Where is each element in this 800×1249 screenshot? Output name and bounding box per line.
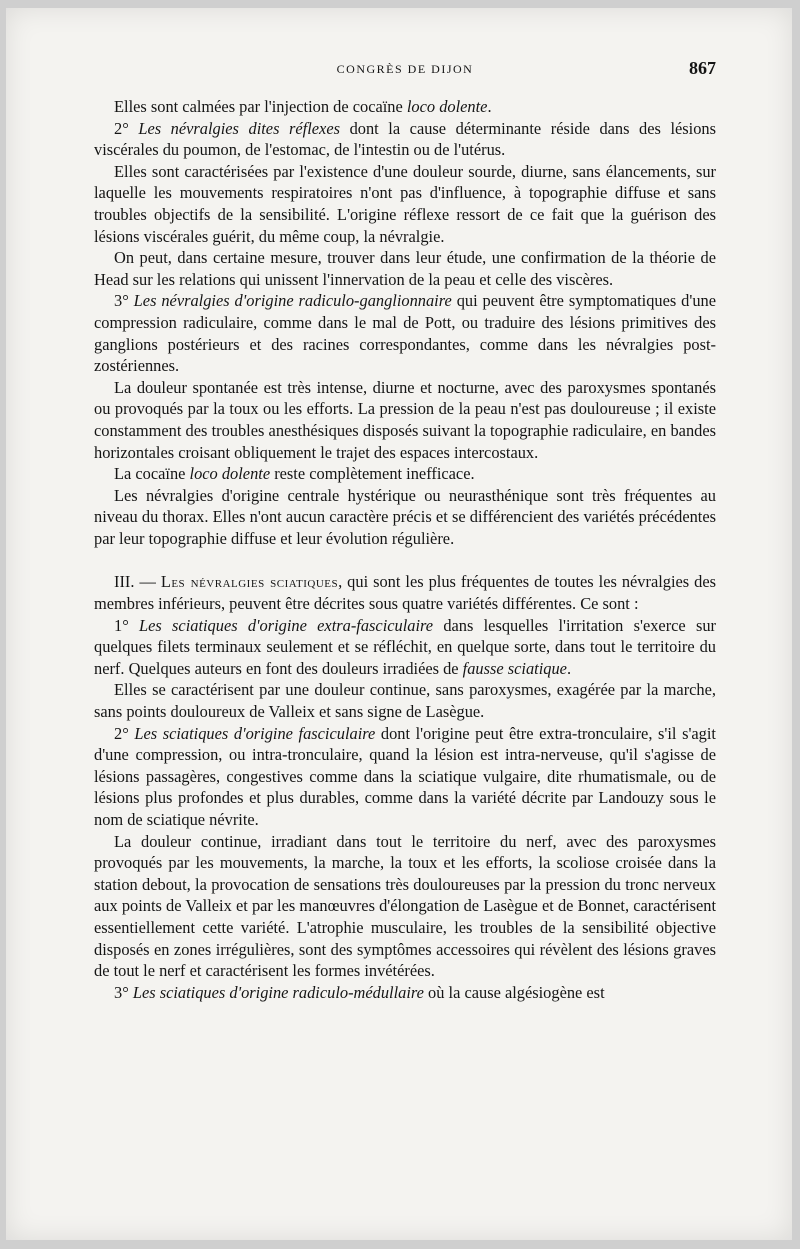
running-title: CONGRÈS DE DIJON bbox=[336, 62, 474, 76]
paragraph: 2° Les névralgies dites réflexes dont la cause déterminante réside dans des lésions viscérales du poumon, de l'estomac, de l'intestin ou de l'utérus. bbox=[94, 118, 717, 160]
paragraph: 1° Les sciatiques d'origine extra-fasciculaire dans lesquelles l'irritation s'exerce sur quelques filets terminaux seulement et se réfléchit, en quelque sorte, dans tout le territoire du nerf. Quelques auteurs en font des douleurs irradiées de fausse sciatique. bbox=[94, 615, 716, 678]
paragraph: 2° Les sciatiques d'origine fasciculaire dont l'origine peut être extra-tronculaire, s'il s'agit d'une compression, ou intra-tronculaire, quand la lésion est intra-nerveuse, qu'il s'agisse de lésions passagères, congestives comme dans la sciatique vulgaire, dite rhumatismale, ou de lésions plus profondes et plus durables, comme dans la variété décrite par Landouzy sous le nom de sciatique névrite. bbox=[94, 723, 716, 829]
paragraph: 3° Les névralgies d'origine radiculo-ganglionnaire qui peuvent être symptomatiques d'une compression radiculaire, comme dans le mal de Pott, ou traduire des lésions primitives des ganglions postérieurs et des racines correspondantes, comme dans les névralgies post-zostériennes. bbox=[94, 291, 716, 376]
page-number: 867 bbox=[689, 58, 716, 78]
paragraph: Elles sont calmées par l'injection de cocaïne loco dolente. bbox=[114, 97, 492, 116]
book-page bbox=[6, 8, 792, 1240]
paragraph: Elles se caractérisent par une douleur continue, sans paroxysmes, exagérée par la marche, sans points douloureux de Valleix et sans signe de Lasègue. bbox=[94, 680, 716, 722]
page-header bbox=[94, 58, 716, 82]
paragraph: On peut, dans certaine mesure, trouver dans leur étude, une confirmation de la théorie de Head sur les relations qui unissent l'innervation de la peau et celle des viscères. bbox=[94, 248, 716, 289]
paragraph: La douleur continue, irradiant dans tout le territoire du nerf, avec des paroxysmes provoqués par les mouvements, la marche, la toux et les efforts, la scoliose croisée dans la station debout, la provocation de sensations très douloureuses par la pression du tronc nerveux aux points de Valleix et par les manœuvres d'élongation de Lasègue et de Bonnet, caractérisent essentiellement cette variété. L'atrophie musculaire, les troubles de la sensibilité objective disposés en zones irrégulières, sont des symptômes accessoires qui révèlent des lésions graves de tout le nerf et caractérisent les formes invétérées. bbox=[94, 831, 716, 981]
paragraph: Elles sont caractérisées par l'existence d'une douleur sourde, diurne, sans élancements, sur laquelle les mouvements respiratoires n'ont pas d'influence, à topographie diffuse et sans troubles objectifs de la sensibilité. L'origine réflexe ressort de ce fait que la guérison des lésions viscérales guérit, du même coup, la névralgie. bbox=[94, 161, 716, 246]
paragraph: Les névralgies d'origine centrale hystérique ou neurasthénique sont très fréquentes au niveau du thorax. Elles n'ont aucun caractère précis et se différencient des variétés précédentes par leur topographie diffuse et leur évolution régulière. bbox=[94, 485, 716, 548]
paragraph: La douleur spontanée est très intense, diurne et nocturne, avec des paroxysmes spontanés ou provoqués par la toux ou les efforts. La pression de la peau n'est pas douloureuse ; il existe constamment des troubles anesthésiques disposés suivant la topographie radiculaire, en bandes horizontales croisant obliquement le trajet des espaces intercostaux. bbox=[94, 377, 716, 462]
section-heading-paragraph: III. — Les névralgies sciatiques, qui sont les plus fréquentes de toutes les névralgies des membres inférieurs, peuvent être décrites sous quatre variétés différentes. Ce sont : bbox=[94, 572, 717, 614]
paragraph: La cocaïne loco dolente reste complètement inefficace. bbox=[114, 464, 475, 484]
section-heading: Les névralgies sciatiques bbox=[160, 572, 339, 592]
body-text bbox=[94, 96, 716, 1003]
paragraph: 3° Les sciatiques d'origine radiculo-médullaire où la cause algésiogène est bbox=[114, 982, 605, 1002]
